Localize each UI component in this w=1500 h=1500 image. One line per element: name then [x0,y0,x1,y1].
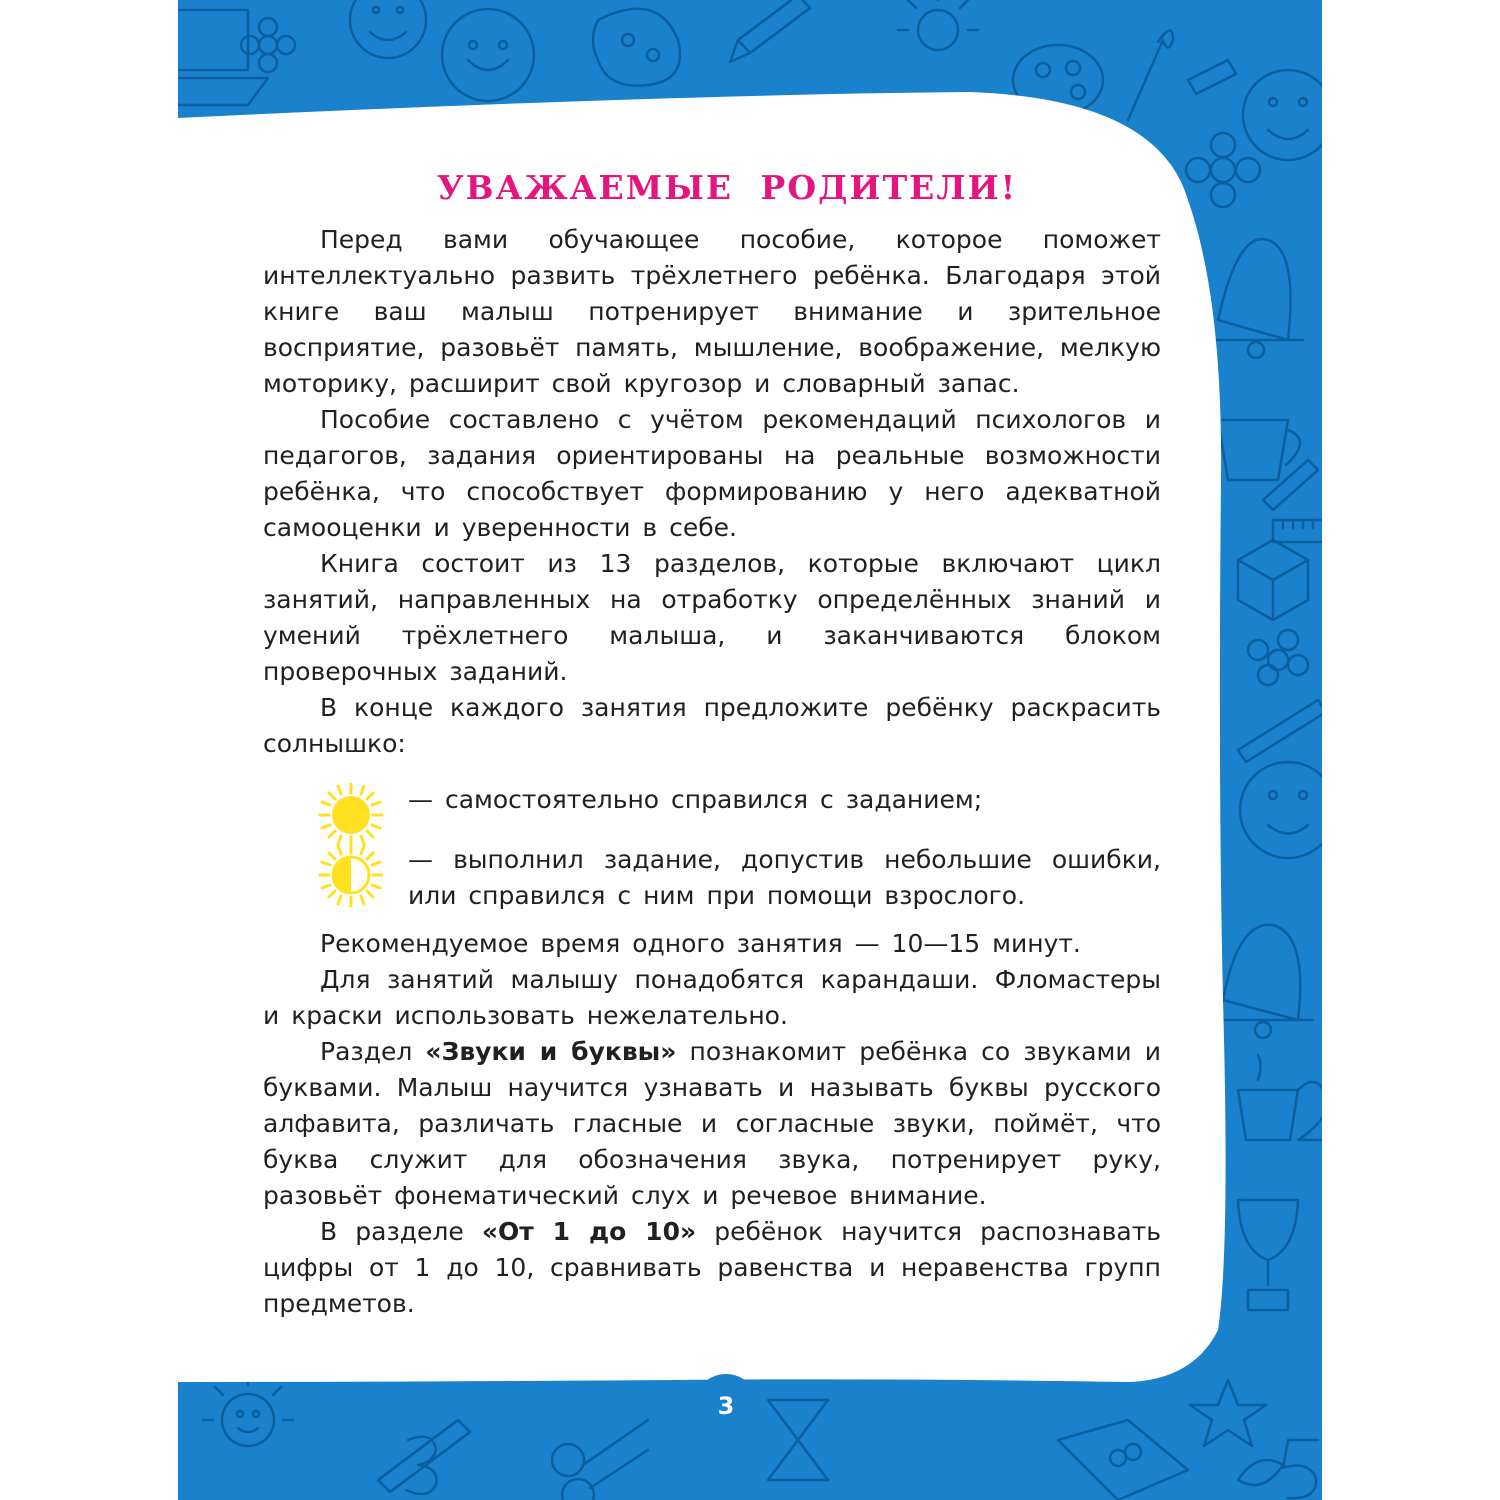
page-number: 3 [694,1374,758,1438]
method-paragraph: Пособие составлено с учётом рекомендаций психологов и педагогов, задания ориентированы на реальные возможности ребёнка, что способствует формированию у него адекватной самооценки и уверенности в себе. [263,405,1161,542]
full-sun-icon [318,782,384,848]
legend-full-text: — самостоятельно справился с заданием; [408,785,983,814]
coloring-paragraph: В конце каждого занятия предложите ребёнку раскрасить солнышко: [263,693,1161,758]
legend-row-half [263,842,1161,914]
materials-note: Для занятий малышу понадобятся карандаши. Фломастеры и краски использовать нежелательно. [263,965,1161,1030]
main-content [263,168,1161,1322]
section-numbers-prefix: В разделе [320,1217,482,1246]
section-sounds-name: «Звуки и буквы» [425,1037,677,1066]
section-numbers-paragraph [263,1214,1161,1322]
time-note: Рекомендуемое время одного занятия — 10—15 минут. [320,929,1081,958]
legend-row-full [263,782,1161,818]
section-sounds-prefix: Раздел [320,1037,426,1066]
legend-half-text: — выполнил задание, допустив небольшие ошибки, или справился с ним при помощи взрослого. [408,845,1161,910]
page-title: УВАЖАЕМЫЕ РОДИТЕЛИ! [436,168,1018,207]
section-sounds-text: познакомит ребёнка со звуками и буквами. Малыш научится узнавать и называть буквы русского алфавита, различать гласные и согласные звуки, поймёт, что буква служит для обозначения звука, потренирует руку, разовьёт фонематический слух и речевое внимание. [263,1037,1161,1210]
intro-paragraph: Перед вами обучающее пособие, которое поможет интеллектуально развить трёхлетнего ребёнка. Благодаря этой книге ваш малыш потренирует внимание и зрительное восприятие, разовьёт память, мышление, воображение, мелкую моторику, расширит свой кругозор и словарный запас. [263,225,1161,398]
section-numbers-text: ребёнок научится распознавать цифры от 1 до 10, сравнивать равенства и неравенства групп предметов. [263,1217,1161,1318]
structure-paragraph: Книга состоит из 13 разделов, которые включают цикл занятий, направленных на отработку определённых знаний и умений трёхлетнего малыша, и заканчиваются блоком проверочных заданий. [263,549,1161,686]
half-sun-icon [318,842,384,908]
section-sounds-paragraph [263,1034,1161,1214]
section-numbers-name: «От 1 до 10» [481,1217,697,1246]
